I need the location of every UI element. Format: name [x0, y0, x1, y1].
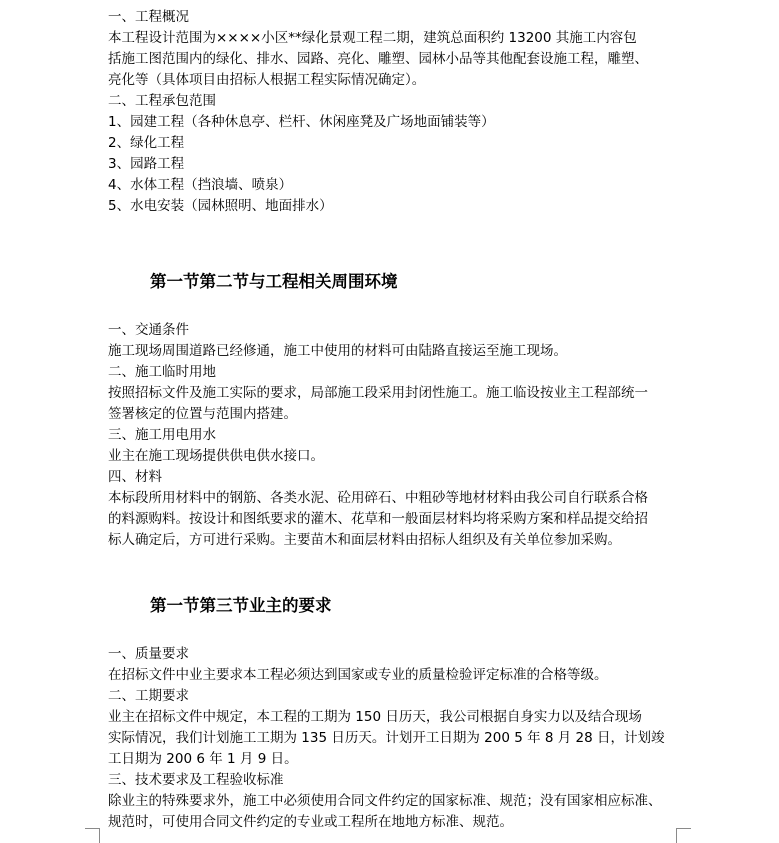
paragraph-line: 业主在施工现场提供供电供水接口。 [108, 448, 324, 464]
subheading-traffic: 一、交通条件 [108, 322, 189, 338]
paragraph-line: 实际情况，我们计划施工工期为 135 日历天。计划开工日期为 200 5 年 8 月 28 日，计划竣 [108, 730, 665, 746]
paragraph-line: 签署核定的位置与范围内搭建。 [108, 406, 297, 422]
document-body [108, 7, 668, 833]
paragraph-line: 除业主的特殊要求外，施工中必须使用合同文件约定的国家标准、规范；没有国家相应标准、 [108, 793, 662, 809]
page-corner-mark [676, 828, 691, 843]
subheading-quality: 一、质量要求 [108, 646, 189, 662]
page-corner-mark [85, 828, 100, 843]
paragraph-line: 括施工图范围内的绿化、排水、园路、亮化、雕塑、园林小品等其他配套设施工程，雕塑、 [108, 51, 648, 67]
subheading-schedule: 二、工期要求 [108, 688, 189, 704]
section-surroundings [108, 271, 668, 551]
list-item: 3、园路工程 [108, 156, 185, 172]
paragraph-line: 按照招标文件及施工实际的要求，局部施工段采用封闭性施工。施工临设按业主工程部统一 [108, 385, 648, 401]
subheading-project-overview: 一、工程概况 [108, 9, 189, 25]
paragraph-line: 施工现场周围道路已经修通，施工中使用的材料可由陆路直接运至施工现场。 [108, 343, 567, 359]
paragraph-line: 规范时，可使用合同文件约定的专业或工程所在地地方标准、规范。 [108, 814, 513, 830]
list-item: 2、绿化工程 [108, 135, 185, 151]
section-owner-requirements [108, 595, 668, 833]
list-item: 4、水体工程（挡浪墙、喷泉） [108, 177, 293, 193]
paragraph-line: 工日期为 200 6 年 1 月 9 日。 [108, 751, 298, 767]
paragraph-line: 标人确定后，方可进行采购。主要苗木和面层材料由招标人组织及有关单位参加采购。 [108, 532, 621, 548]
subheading-power-water: 三、施工用电用水 [108, 427, 216, 443]
paragraph-line: 的料源购料。按设计和图纸要求的灌木、花草和一般面层材料均将采购方案和样品提交给招 [108, 511, 648, 527]
list-item: 1、园建工程（各种休息亭、栏杆、休闲座凳及广场地面铺装等） [108, 114, 495, 130]
section-heading: 第一节第三节业主的要求 [150, 596, 332, 615]
subheading-contract-scope: 二、工程承包范围 [108, 93, 216, 109]
paragraph-line: 业主在招标文件中规定，本工程的工期为 150 日历天，我公司根据自身实力以及结合现场 [108, 709, 642, 725]
section-heading: 第一节第二节与工程相关周围环境 [150, 272, 398, 291]
paragraph-line: 本标段所用材料中的钢筋、各类水泥、砼用碎石、中粗砂等地材材料由我公司自行联系合格 [108, 490, 648, 506]
subheading-temporary-land: 二、施工临时用地 [108, 364, 216, 380]
subheading-materials: 四、材料 [108, 469, 162, 485]
paragraph-line: 亮化等（具体项目由招标人根据工程实际情况确定）。 [108, 72, 426, 88]
section-project-overview [108, 7, 668, 217]
paragraph-line: 本工程设计范围为××××小区**绿化景观工程二期，建筑总面积约 13200 其施工内容包 [108, 30, 637, 46]
list-item: 5、水电安装（园林照明、地面排水） [108, 198, 333, 214]
subheading-technical: 三、技术要求及工程验收标准 [108, 772, 284, 788]
paragraph-line: 在招标文件中业主要求本工程必须达到国家或专业的质量检验评定标准的合格等级。 [108, 667, 608, 683]
